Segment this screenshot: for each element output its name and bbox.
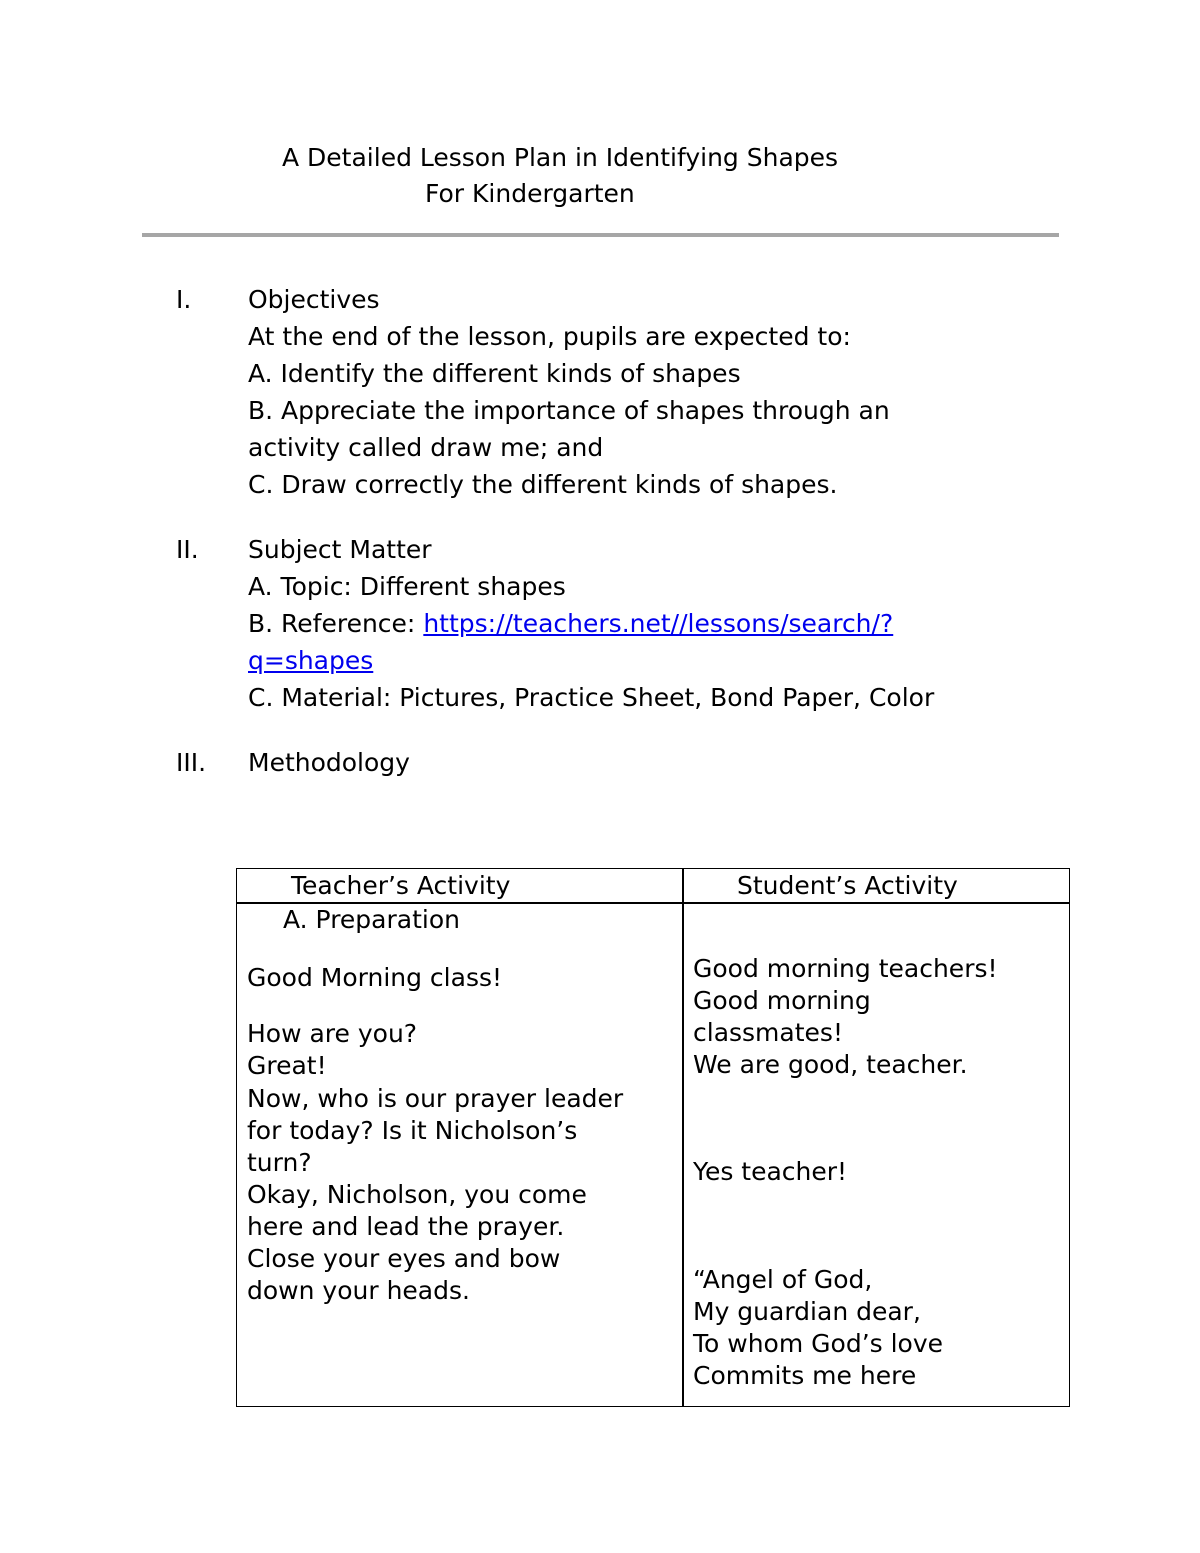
teacher-line: here and lead the prayer. — [247, 1212, 565, 1241]
student-line: We are good, teacher. — [693, 1050, 968, 1079]
subject-reference — [248, 606, 893, 642]
teacher-line: Great! — [247, 1051, 327, 1080]
subject-matter-numeral: II. — [176, 535, 199, 564]
page-title: A Detailed Lesson Plan in Identifying Shapes — [282, 143, 839, 172]
reference-link-line2[interactable]: q=shapes — [248, 646, 374, 675]
teacher-line: turn? — [247, 1148, 312, 1177]
student-line: classmates! — [693, 1018, 843, 1047]
teacher-line: How are you? — [247, 1019, 418, 1048]
reference-link-line1[interactable]: https://teachers.net//lessons/search/? — [423, 609, 894, 638]
student-line: “Angel of God, — [693, 1265, 873, 1294]
objectives-intro: At the end of the lesson, pupils are expected to: — [248, 322, 851, 351]
reference-label: B. Reference: — [248, 609, 424, 638]
teacher-line: down your heads. — [247, 1276, 470, 1305]
page-subtitle: For Kindergarten — [425, 179, 635, 208]
table-header-teacher: Teacher’s Activity — [291, 871, 511, 900]
subject-reference-cont — [248, 643, 373, 679]
teacher-line: for today? Is it Nicholson’s — [247, 1116, 578, 1145]
student-line: Good morning — [693, 986, 871, 1015]
student-line: To whom God’s love — [693, 1329, 944, 1358]
subject-matter-heading: Subject Matter — [248, 535, 432, 564]
student-line: Commits me here — [693, 1361, 917, 1390]
teacher-line: Good Morning class! — [247, 963, 503, 992]
teacher-line: Okay, Nicholson, you come — [247, 1180, 587, 1209]
teacher-line: Now, who is our prayer leader — [247, 1084, 624, 1113]
table-header-student: Student’s Activity — [737, 871, 958, 900]
objective-b-line2: activity called draw me; and — [248, 433, 604, 462]
objective-c: C. Draw correctly the different kinds of shapes. — [248, 470, 838, 499]
student-line: My guardian dear, — [693, 1297, 921, 1326]
objective-b-line1: B. Appreciate the importance of shapes through an — [248, 396, 890, 425]
activity-table — [236, 868, 1070, 1407]
horizontal-divider — [142, 233, 1059, 237]
objectives-heading: Objectives — [248, 285, 380, 314]
student-line: Yes teacher! — [693, 1157, 848, 1186]
methodology-heading: Methodology — [248, 748, 410, 777]
teacher-line: Close your eyes and bow — [247, 1244, 561, 1273]
subject-material: C. Material: Pictures, Practice Sheet, Bond Paper, Color — [248, 683, 935, 712]
subject-topic: A. Topic: Different shapes — [248, 572, 566, 601]
table-column-divider — [682, 869, 684, 1406]
student-line: Good morning teachers! — [693, 954, 998, 983]
objectives-numeral: I. — [176, 285, 192, 314]
section-preparation: A. Preparation — [283, 905, 460, 934]
objective-a: A. Identify the different kinds of shapes — [248, 359, 741, 388]
methodology-numeral: III. — [176, 748, 207, 777]
